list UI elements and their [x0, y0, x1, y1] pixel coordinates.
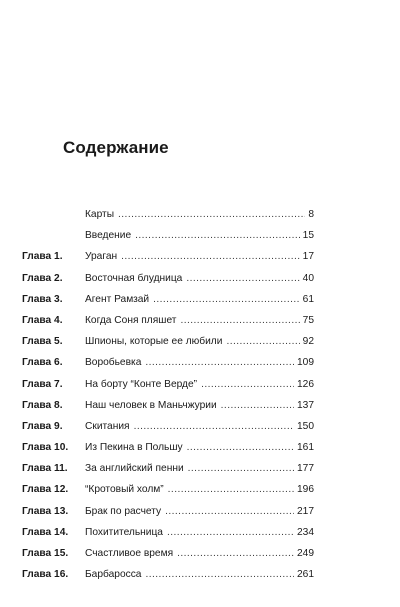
toc-entry-title: Восточная блудница	[85, 272, 183, 284]
toc-page-number: 177	[297, 463, 314, 475]
toc-row-chapter-8[interactable]	[22, 395, 314, 416]
toc-page-number: 249	[297, 548, 314, 559]
toc-entry-title: Карты	[85, 209, 115, 220]
table-of-contents	[22, 204, 314, 585]
toc-row-chapter-15[interactable]	[22, 543, 314, 564]
dot-leader	[118, 204, 305, 225]
toc-chapter-label: Глава 8.	[22, 399, 63, 411]
toc-page-number: 75	[302, 314, 314, 326]
toc-chapter-label: Глава 6.	[22, 357, 63, 369]
toc-chapter-label: Глава 1.	[22, 251, 63, 263]
toc-page-number: 17	[302, 251, 314, 263]
toc-entry-title: Счастливое время	[85, 548, 174, 559]
toc-chapter-label: Глава 10.	[22, 442, 69, 454]
toc-page-number: 61	[302, 293, 314, 305]
toc-page-number: 234	[297, 526, 314, 538]
dot-leader	[134, 416, 294, 437]
toc-row-chapter-7[interactable]	[22, 374, 314, 395]
toc-entry-title: Введение	[85, 230, 132, 242]
dot-leader	[201, 374, 294, 395]
toc-row-chapter-5[interactable]	[22, 331, 314, 352]
toc-entry-title: Ураган	[85, 251, 118, 263]
toc-chapter-label: Глава 14.	[22, 526, 69, 538]
toc-entry-title: Брак по расчету	[85, 505, 162, 517]
toc-row-chapter-12[interactable]	[22, 479, 314, 500]
toc-row-chapter-14[interactable]	[22, 522, 314, 543]
toc-page-number: 109	[297, 357, 314, 369]
dot-leader	[221, 395, 294, 416]
toc-entry-title: Похитительница	[85, 526, 163, 538]
dot-leader	[165, 501, 294, 522]
toc-chapter-label: Глава 4.	[22, 314, 63, 326]
toc-row-chapter-3[interactable]	[22, 289, 314, 310]
dot-leader	[180, 310, 299, 331]
dot-leader	[153, 289, 300, 310]
dot-leader	[121, 246, 300, 267]
toc-row-chapter-2[interactable]	[22, 268, 314, 289]
dot-leader	[187, 437, 294, 458]
toc-page-number: 126	[297, 378, 314, 390]
toc-entry-title: Скитания	[85, 420, 130, 432]
toc-chapter-label: Глава 15.	[22, 548, 69, 559]
toc-row-chapter-9[interactable]	[22, 416, 314, 437]
toc-entry-title: Шпионы, которые ее любили	[85, 336, 223, 348]
dot-leader	[167, 522, 294, 543]
dot-leader	[188, 458, 294, 479]
toc-chapter-label: Глава 11.	[22, 463, 68, 475]
toc-row-chapter-16[interactable]	[22, 564, 314, 585]
toc-chapter-label: Глава 5.	[22, 336, 63, 348]
dot-leader	[186, 268, 299, 289]
page-title: Содержание	[63, 138, 169, 157]
toc-page-number: 8	[308, 209, 314, 220]
toc-entry-title: Наш человек в Маньчжурии	[85, 399, 217, 411]
toc-row-chapter-6[interactable]	[22, 352, 314, 373]
toc-page-number: 196	[297, 484, 314, 496]
dot-leader	[177, 543, 294, 564]
toc-entry-title: Барбаросса	[85, 569, 142, 581]
toc-chapter-label: Глава 9.	[22, 420, 63, 432]
dot-leader	[145, 352, 294, 373]
dot-leader	[226, 331, 299, 352]
toc-entry-title: За английский пенни	[85, 463, 184, 475]
toc-row-chapter-4[interactable]	[22, 310, 314, 331]
dot-leader	[135, 225, 300, 246]
toc-entry-title: Из Пекина в Польшу	[85, 442, 183, 454]
toc-row-chapter-11[interactable]	[22, 458, 314, 479]
toc-chapter-label: Глава 2.	[22, 272, 63, 284]
toc-chapter-label: Глава 16.	[22, 569, 69, 581]
toc-chapter-label: Глава 13.	[22, 505, 69, 517]
toc-row-chapter-1[interactable]	[22, 246, 314, 267]
toc-chapter-label: Глава 3.	[22, 293, 63, 305]
toc-entry-title: Воробьевка	[85, 357, 142, 369]
toc-page-number: 15	[302, 230, 314, 242]
toc-entry-title: Когда Соня пляшет	[85, 314, 177, 326]
toc-page-number: 150	[297, 420, 314, 432]
toc-entry-title: На борту “Конте Верде”	[85, 378, 198, 390]
toc-row-introduction[interactable]	[22, 225, 314, 246]
dot-leader	[145, 564, 294, 585]
toc-page-number: 137	[297, 399, 314, 411]
toc-chapter-label: Глава 12.	[22, 484, 69, 496]
toc-page-number: 217	[297, 505, 314, 517]
toc-chapter-label: Глава 7.	[22, 378, 63, 390]
toc-row-chapter-10[interactable]	[22, 437, 314, 458]
toc-page-number: 92	[302, 336, 314, 348]
toc-page-number: 261	[297, 569, 314, 581]
toc-row-chapter-13[interactable]	[22, 501, 314, 522]
toc-page-number: 161	[297, 442, 314, 454]
toc-page-number: 40	[302, 272, 314, 284]
toc-entry-title: Агент Рамзай	[85, 293, 150, 305]
toc-entry-title: “Кротовый холм”	[85, 484, 164, 496]
dot-leader	[168, 479, 294, 500]
toc-row-maps[interactable]	[22, 204, 314, 225]
